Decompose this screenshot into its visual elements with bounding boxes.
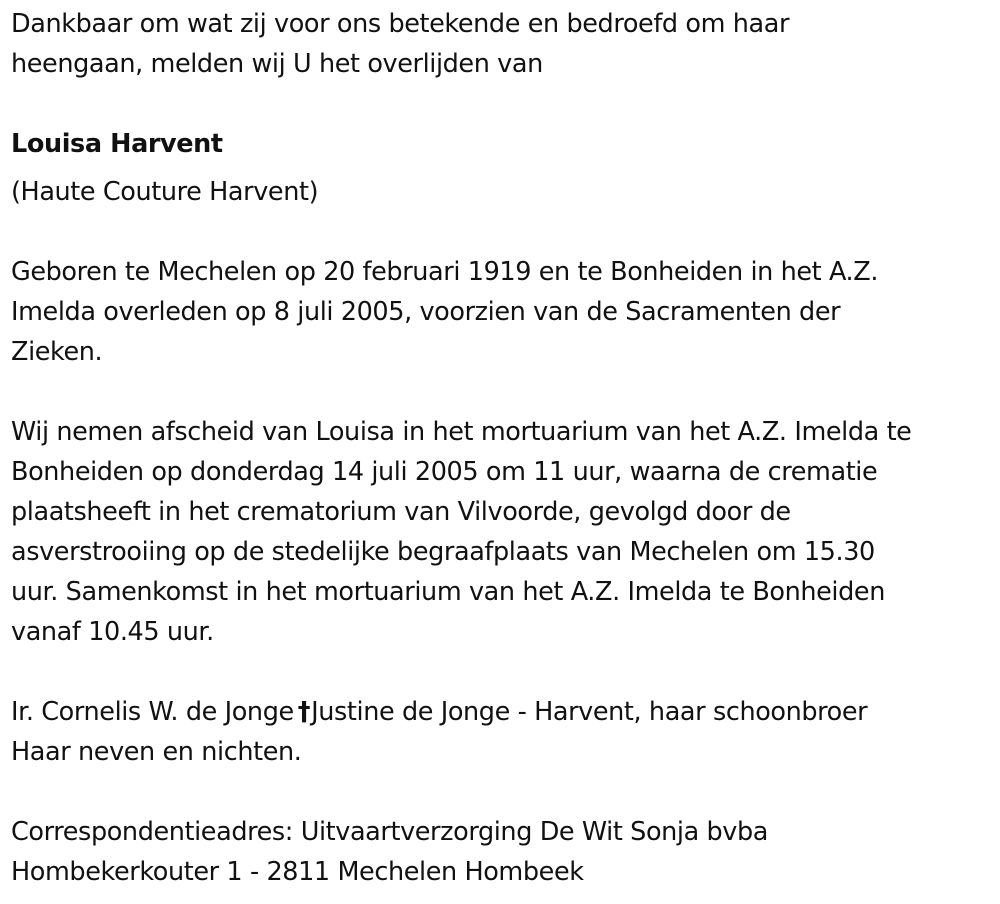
correspondence-line: Hombekerkouter 1 - 2811 Mechelen Hombeek [11,857,584,887]
farewell-line: Wij nemen afscheid van Louisa in het mortuarium van het A.Z. Imelda te [11,417,912,447]
family-person: Ir. Cornelis W. de Jonge [11,697,294,727]
intro-line: heengaan, melden wij U het overlijden van [11,49,543,79]
family-line [11,692,996,732]
birth-death-line: Imelda overleden op 8 juli 2005, voorzien van de Sacramenten der [11,297,841,327]
intro-line: Dankbaar om wat zij voor ons betekende en bedroefd om haar [11,9,790,39]
cross-icon: † [297,697,311,727]
family-person: Justine de Jonge - Harvent, haar schoonbroer [311,697,868,727]
farewell-paragraph [11,412,996,652]
farewell-line: Bonheiden op donderdag 14 juli 2005 om 11 uur, waarna de crematie [11,457,878,487]
farewell-line: asverstrooiing op de stedelijke begraafplaats van Mechelen om 15.30 [11,537,875,567]
deceased-subtitle: (Haute Couture Harvent) [11,177,319,207]
correspondence-paragraph [11,812,996,892]
deceased-name: Louisa Harvent [11,129,223,159]
farewell-line: vanaf 10.45 uur. [11,617,214,647]
birth-death-paragraph [11,252,996,372]
correspondence-line: Correspondentieadres: Uitvaartverzorging De Wit Sonja bvba [11,817,769,847]
birth-death-line: Zieken. [11,337,103,367]
intro-paragraph [11,4,996,84]
birth-death-line: Geboren te Mechelen op 20 februari 1919 en te Bonheiden in het A.Z. [11,257,879,287]
farewell-line: plaatsheeft in het crematorium van Vilvoorde, gevolgd door de [11,497,791,527]
obituary-document [11,4,996,892]
family-paragraph [11,692,996,772]
family-line: Haar neven en nichten. [11,737,302,767]
farewell-line: uur. Samenkomst in het mortuarium van het A.Z. Imelda te Bonheiden [11,577,885,607]
